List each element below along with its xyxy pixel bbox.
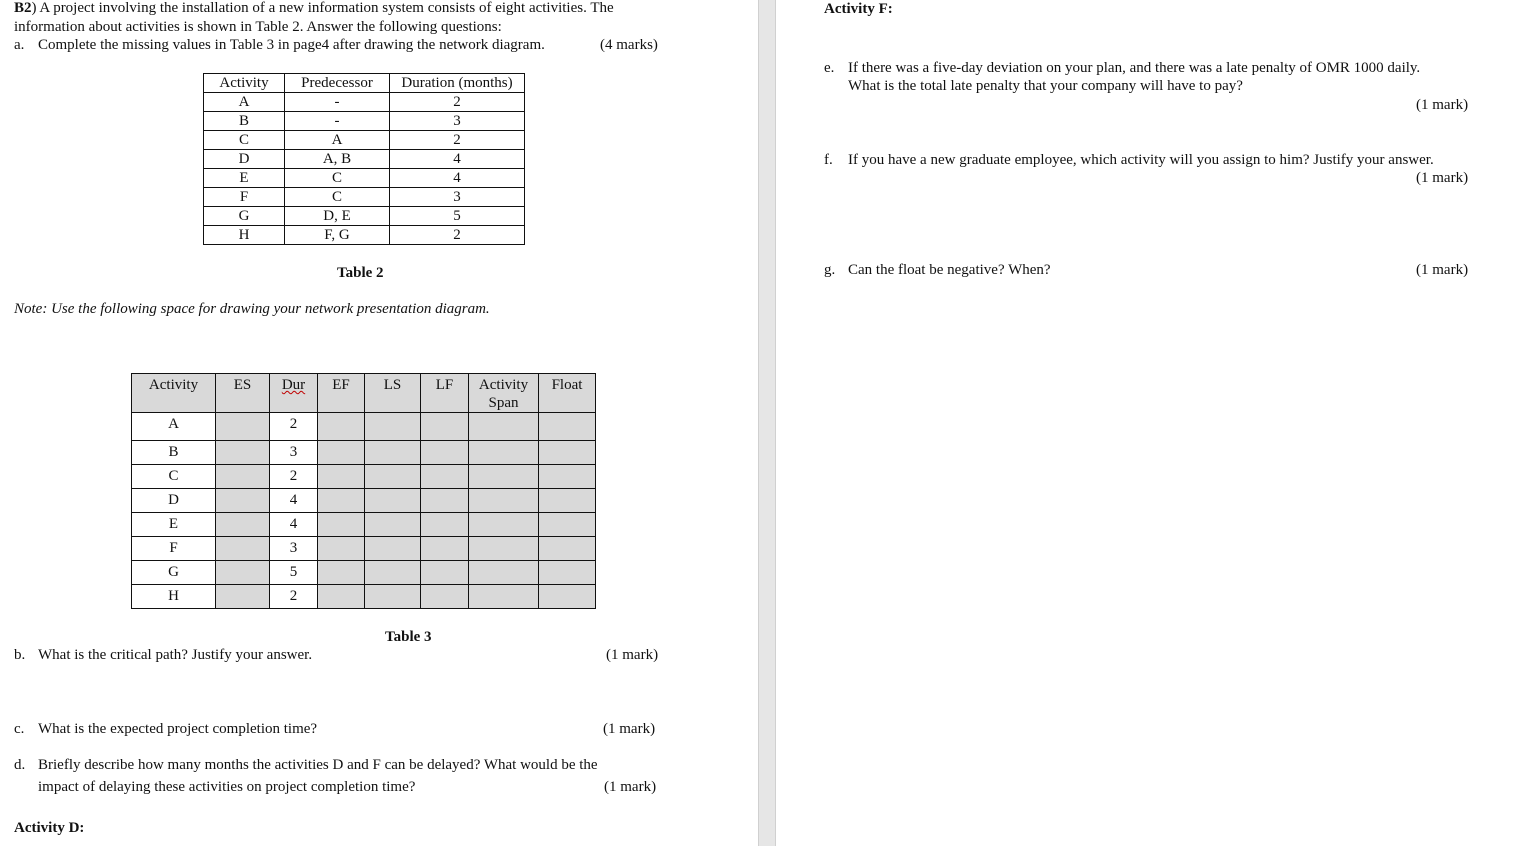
table-2-cell: 2 [390,226,525,245]
table-3-blank-cell[interactable] [421,585,469,609]
table-3-blank-cell[interactable] [318,513,365,537]
table-3-duration-cell: 5 [270,561,318,585]
table-3-blank-cell[interactable] [539,441,596,465]
table-2-cell: C [285,188,390,207]
left-page [0,0,758,846]
table-3-header-cell [421,374,469,413]
question-f-marks: (1 mark) [1416,170,1469,186]
table-2-cell: 5 [390,207,525,226]
table-3-activity-cell: H [132,585,216,609]
table-2-cell: - [285,93,390,112]
table-3-header-cell [539,374,596,413]
table-3-header-cell [318,374,365,413]
question-f-text: If you have a new graduate employee, which activity will you assign to him? Justify your answer. [848,152,1434,168]
question-d-marks: (1 mark) [604,779,657,795]
question-b-letter: b. [14,647,26,663]
table-3-activity-cell: A [132,413,216,441]
question-b-text: What is the critical path? Justify your answer. [38,647,313,663]
table-3-duration-cell: 3 [270,441,318,465]
question-a-letter: a. [14,37,25,53]
table-2 [203,73,525,245]
table-3-blank-cell[interactable] [539,585,596,609]
table-3-header-label: Activity [148,377,199,393]
table-2-cell: G [204,207,285,226]
question-c-text: What is the expected project completion time? [38,721,318,737]
table-3-blank-cell[interactable] [469,513,539,537]
diagram-note: Note: Use the following space for drawing your network presentation diagram. [14,301,490,317]
question-e-marks: (1 mark) [1416,97,1469,113]
table-3-blank-cell[interactable] [539,513,596,537]
table-3-activity-cell: B [132,441,216,465]
table-3-row [132,441,596,465]
question-a-marks: (4 marks) [600,37,658,53]
table-3-blank-cell[interactable] [421,537,469,561]
table-3-duration-cell: 3 [270,537,318,561]
table-2-cell: E [204,169,285,188]
question-e-letter: e. [824,60,835,76]
table-3-blank-cell[interactable] [365,441,421,465]
table-3-blank-cell[interactable] [469,441,539,465]
question-number: B2 [14,0,32,16]
table-3-header-cell [469,374,539,413]
table-3-header-label: LS [383,377,402,393]
table-3-row [132,489,596,513]
table-3-duration-cell: 2 [270,413,318,441]
table-3-header-cell [365,374,421,413]
question-d-text-2: impact of delaying these activities on project completion time? [38,779,416,795]
intro-line-1 [14,0,614,17]
table-2-cell: B [204,112,285,131]
table-3-row [132,585,596,609]
table-3-blank-cell[interactable] [365,561,421,585]
table-3-activity-cell: D [132,489,216,513]
table-2-cell: 3 [390,112,525,131]
table-3-blank-cell[interactable] [421,513,469,537]
table-2-cell: D, E [285,207,390,226]
table-2-caption: Table 2 [337,265,384,281]
table-3-blank-cell[interactable] [216,537,270,561]
table-3-header-cell [132,374,216,413]
right-page [776,0,1517,846]
table-3-duration-cell: 4 [270,513,318,537]
table-2-cell: D [204,150,285,169]
table-3-caption: Table 3 [385,629,432,645]
table-3-header-label: Float [551,377,583,393]
question-d-letter: d. [14,757,26,773]
table-3-blank-cell[interactable] [318,489,365,513]
table-3-blank-cell[interactable] [318,561,365,585]
table-3-activity-cell: G [132,561,216,585]
table-3-blank-cell[interactable] [365,513,421,537]
table-2-row [204,131,525,150]
intro-text-1: ) A project involving the installation of a new information system consists of eight activities. The [31,0,614,16]
table-2-cell: 4 [390,169,525,188]
question-b-marks: (1 mark) [606,647,659,663]
table-3 [131,373,596,609]
question-g-text: Can the float be negative? When? [848,262,1051,278]
table-2-cell: A [204,93,285,112]
table-3-blank-cell[interactable] [539,537,596,561]
table-3-activity-cell: E [132,513,216,537]
table-3-blank-cell[interactable] [318,537,365,561]
table-3-blank-cell[interactable] [318,441,365,465]
table-3-blank-cell[interactable] [318,465,365,489]
question-g-marks: (1 mark) [1416,262,1469,278]
table-2-row [204,150,525,169]
table-3-blank-cell[interactable] [539,561,596,585]
table-2-cell: A [285,131,390,150]
table-2-cell: C [285,169,390,188]
table-3-header-row [132,374,596,413]
table-3-duration-cell: 2 [270,585,318,609]
table-3-blank-cell[interactable] [421,465,469,489]
table-3-header-cell [216,374,270,413]
table-2-cell: F [204,188,285,207]
table-2-cell: - [285,112,390,131]
table-2-cell: A, B [285,150,390,169]
table-3-row [132,537,596,561]
table-3-blank-cell[interactable] [421,489,469,513]
table-3-blank-cell[interactable] [365,489,421,513]
table-2-row [204,112,525,131]
table-3-blank-cell[interactable] [365,465,421,489]
table-2-row [204,226,525,245]
table-3-blank-cell[interactable] [365,413,421,441]
table-3-header-label: LF [435,377,454,393]
table-2-header-cell: Activity [204,74,285,93]
intro-line-2: information about activities is shown in Table 2. Answer the following questions: [14,19,502,35]
question-e-text-1: If there was a five-day deviation on your plan, and there was a late penalty of OMR 1000 daily. [848,60,1421,76]
table-3-blank-cell[interactable] [421,413,469,441]
table-2-cell: C [204,131,285,150]
table-2-row [204,169,525,188]
table-3-duration-cell: 2 [270,465,318,489]
table-3-row [132,513,596,537]
activity-d-label: Activity D: [14,820,85,836]
table-2-cell: 4 [390,150,525,169]
table-3-blank-cell[interactable] [469,585,539,609]
table-3-blank-cell[interactable] [539,489,596,513]
table-3-header-label: ES [233,377,252,393]
table-3-header-cell [270,374,318,413]
table-3-header-label: Activity Span [478,377,529,411]
table-3-blank-cell[interactable] [421,441,469,465]
table-3-blank-cell[interactable] [216,513,270,537]
table-3-duration-cell: 4 [270,489,318,513]
question-g-letter: g. [824,262,836,278]
table-3-blank-cell[interactable] [318,585,365,609]
table-3-activity-cell: C [132,465,216,489]
table-2-cell: H [204,226,285,245]
table-3-blank-cell[interactable] [469,537,539,561]
question-f-letter: f. [824,152,833,168]
table-3-blank-cell[interactable] [469,465,539,489]
table-2-cell: 2 [390,131,525,150]
table-2-cell: F, G [285,226,390,245]
table-2-row [204,188,525,207]
table-3-header-label: EF [332,377,350,393]
table-3-blank-cell[interactable] [216,489,270,513]
table-3-blank-cell[interactable] [539,465,596,489]
table-3-row [132,465,596,489]
table-2-header-row [204,74,525,93]
table-3-blank-cell[interactable] [216,441,270,465]
table-2-cell: 2 [390,93,525,112]
page-gutter [758,0,776,846]
table-3-blank-cell[interactable] [365,537,421,561]
table-3-row [132,413,596,441]
table-2-cell: 3 [390,188,525,207]
table-3-blank-cell[interactable] [216,585,270,609]
table-3-blank-cell[interactable] [318,413,365,441]
table-3-blank-cell[interactable] [421,561,469,585]
table-3-blank-cell[interactable] [216,561,270,585]
activity-f-label: Activity F: [824,1,893,17]
table-3-activity-cell: F [132,537,216,561]
table-3-header-label: Dur [281,377,306,393]
table-2-header-cell: Predecessor [285,74,390,93]
table-3-blank-cell[interactable] [365,585,421,609]
table-3-row [132,561,596,585]
table-3-blank-cell[interactable] [216,413,270,441]
question-a-text: Complete the missing values in Table 3 in page4 after drawing the network diagram. [38,37,545,53]
table-2-row [204,207,525,226]
table-3-blank-cell[interactable] [469,489,539,513]
table-3-blank-cell[interactable] [539,413,596,441]
table-2-header-cell: Duration (months) [390,74,525,93]
table-2-row [204,93,525,112]
question-c-marks: (1 mark) [603,721,656,737]
table-3-blank-cell[interactable] [216,465,270,489]
question-c-letter: c. [14,721,25,737]
table-3-blank-cell[interactable] [469,561,539,585]
question-e-text-2: What is the total late penalty that your company will have to pay? [848,78,1243,94]
table-3-blank-cell[interactable] [469,413,539,441]
question-d-text-1: Briefly describe how many months the activities D and F can be delayed? What would be the [38,757,598,773]
